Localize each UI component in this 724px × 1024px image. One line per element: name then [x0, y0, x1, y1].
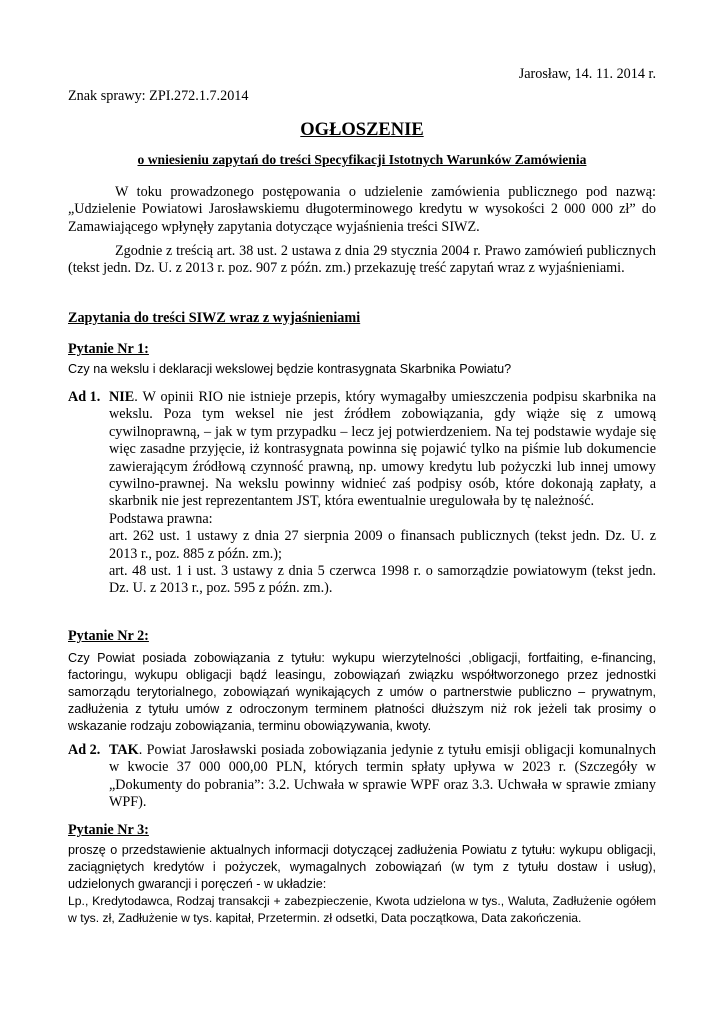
- document-title: OGŁOSZENIE: [300, 120, 424, 140]
- answer-2-label: Ad 2.: [68, 742, 101, 758]
- intro-paragraph-1: W toku prowadzonego postępowania o udzielenie zamówienia publicznego pod nazwą: „Udzielenie Powiatowi Jarosławskiemu długoterminowego kredytu w wysokości 2 000 000 zł” do Zamawiającego wpłynęły zapytania dotyczące wyjaśnienia treści SIWZ.: [68, 184, 656, 235]
- legal-basis-label: Podstawa prawna:: [109, 510, 213, 527]
- answer-2-text: Powiat Jarosławski posiada zobowiązania jedynie z tytułu emisji obligacji komunalnych w kwocie 37 000 000,00 PLN, których termin spłaty upływa w 2023 r. (Szczegóły w „Dokumenty do pobrania”: 3.2. Uchwała w sprawie WPF oraz 3.3. Uchwała w sprawie zmiany WPF).: [109, 742, 657, 811]
- answer-1-text: W opinii RIO nie istnieje przepis, który wymagałby umieszczenia podpisu skarbnika na wekslu. Poza tym weksel nie jest źródłem zobowiązania, gdy wiąże się z umową cywilnoprawną, – jak w tym przypadku – lecz jej potwierdzeniem. Na tej podstawie wydaje się więc zasadne przyjęcie, iż kontrasygnata powinna się pojawić tylko na piśmie lub dokumencie zawierającym źródłową czynność prawną, np. umowy kredytu lub pożyczki lub innej umowy cywilno-prawnej. Na wekslu powinny widnieć zaś podpisy osób, które dokonają zapłaty, a skarbnik nie jest reprezentantem JST, która ewentualnie uregulowała by tę należność.: [109, 389, 656, 510]
- question-1-text: Czy na wekslu i deklaracji wekslowej będzie kontrasygnata Skarbnika Powiatu?: [68, 362, 512, 376]
- question-2-heading: Pytanie Nr 2:: [68, 628, 149, 644]
- question-2-text: Czy Powiat posiada zobowiązania z tytułu: wykupu wierzytelności ,obligacji, fortfaiting, e-financing, factoringu, wykupu obligacji bądź leasingu, zobowiązań związku współtworzonego przez jednostki samorządu terytorialnego, zobowiązań wynikających z umów o partnerstwie publiczno – prywatnym, zadłużenia z tytułu umów z odroczonym terminem płatności dłuższym niż rok jeżeli tak prosimy o wskazanie rodzaju zobowiązania, terminu obowiązywania, kwoty.: [68, 651, 656, 733]
- legal-basis-item: art. 48 ust. 1 i ust. 3 ustawy z dnia 5 czerwca 1998 r. o samorządzie powiatowym (tekst jedn. Dz. U. z 2013 r., poz. 595 z późn. zm.).: [109, 563, 656, 597]
- answer-1-keyword: NIE: [109, 389, 135, 405]
- section-heading: Zapytania do treści SIWZ wraz z wyjaśnieniami: [68, 310, 361, 326]
- answer-2-keyword: TAK: [109, 742, 139, 758]
- document-subtitle: o wniesieniu zapytań do treści Specyfikacji Istotnych Warunków Zamówienia: [137, 152, 587, 167]
- answer-2: TAK. Powiat Jarosławski posiada zobowiązania jedynie z tytułu emisji obligacji komunalnych w kwocie 37 000 000,00 PLN, których termin spłaty upływa w 2023 r. (Szczegóły w „Dokumenty do pobrania”: 3.2. Uchwała w sprawie WPF oraz 3.3. Uchwała w sprawie zmiany WPF).: [109, 742, 657, 811]
- intro-paragraph-2: Zgodnie z treścią art. 38 ust. 2 ustawa z dnia 29 stycznia 2004 r. Prawo zamówień publicznych (tekst jedn. Dz. U. z 2013 r. poz. 907 z późn. zm.) przekazuję treść zapytań wraz z wyjaśnieniami.: [68, 243, 656, 277]
- question-3-columns: Lp., Kredytodawca, Rodzaj transakcji + zabezpieczenie, Kwota udzielona w tys., Waluta, Zadłużenie ogółem w tys. zł, Zadłużenie w tys. kapitał, Przetermin. zł odsetki, Data początkowa, Data zakończenia.: [68, 894, 656, 925]
- question-3-heading: Pytanie Nr 3:: [68, 822, 149, 838]
- question-1-heading: Pytanie Nr 1:: [68, 341, 149, 357]
- answer-1-label: Ad 1.: [68, 389, 101, 405]
- answer-1: NIE. W opinii RIO nie istnieje przepis, który wymagałby umieszczenia podpisu skarbnika na wekslu. Poza tym weksel nie jest źródłem zobowiązania, gdy wiąże się z umową cywilnoprawną, – jak w tym przypadku – lecz jej potwierdzeniem. Na tej podstawie wydaje się więc zasadne przyjęcie, iż kontrasygnata powinna się pojawić tylko na piśmie lub dokumencie zawierającym źródłową czynność prawną, np. umowy kredytu lub pożyczki lub innej umowy cywilno-prawnej. Na wekslu powinny widnieć zaś podpisy osób, które dokonają zapłaty, a skarbnik nie jest reprezentantem JST, która ewentualnie uregulowała by tę należność. Podstawa prawna: art. 262 ust. 1 ustawy z dnia 27 sierpnia 2009 o finansach publicznych (tekst jedn. Dz. U. z 2013 r., poz. 885 z późn. zm.); art. 48 ust. 1 i ust. 3 ustawy z dnia 5 czerwca 1998 r. o samorządzie powiatowym (tekst jedn. Dz. U. z 2013 r., poz. 595 z późn. zm.).: [109, 389, 656, 597]
- question-3-text: proszę o przedstawienie aktualnych informacji dotyczącej zadłużenia Powiatu z tytułu: wykupu obligacji, zaciągniętych kredytów i pożyczek, wymagalnych zobowiązań (w tym z tytułu dostaw i usług), udzielonych gwarancji i poręczeń - w układzie:: [68, 843, 656, 891]
- case-number: Znak sprawy: ZPI.272.1.7.2014: [68, 88, 249, 104]
- legal-basis-item: art. 262 ust. 1 ustawy z dnia 27 sierpnia 2009 o finansach publicznych (tekst jedn. Dz. U. z 2013 r., poz. 885 z późn. zm.);: [109, 528, 656, 562]
- place-date: Jarosław, 14. 11. 2014 r.: [518, 66, 656, 82]
